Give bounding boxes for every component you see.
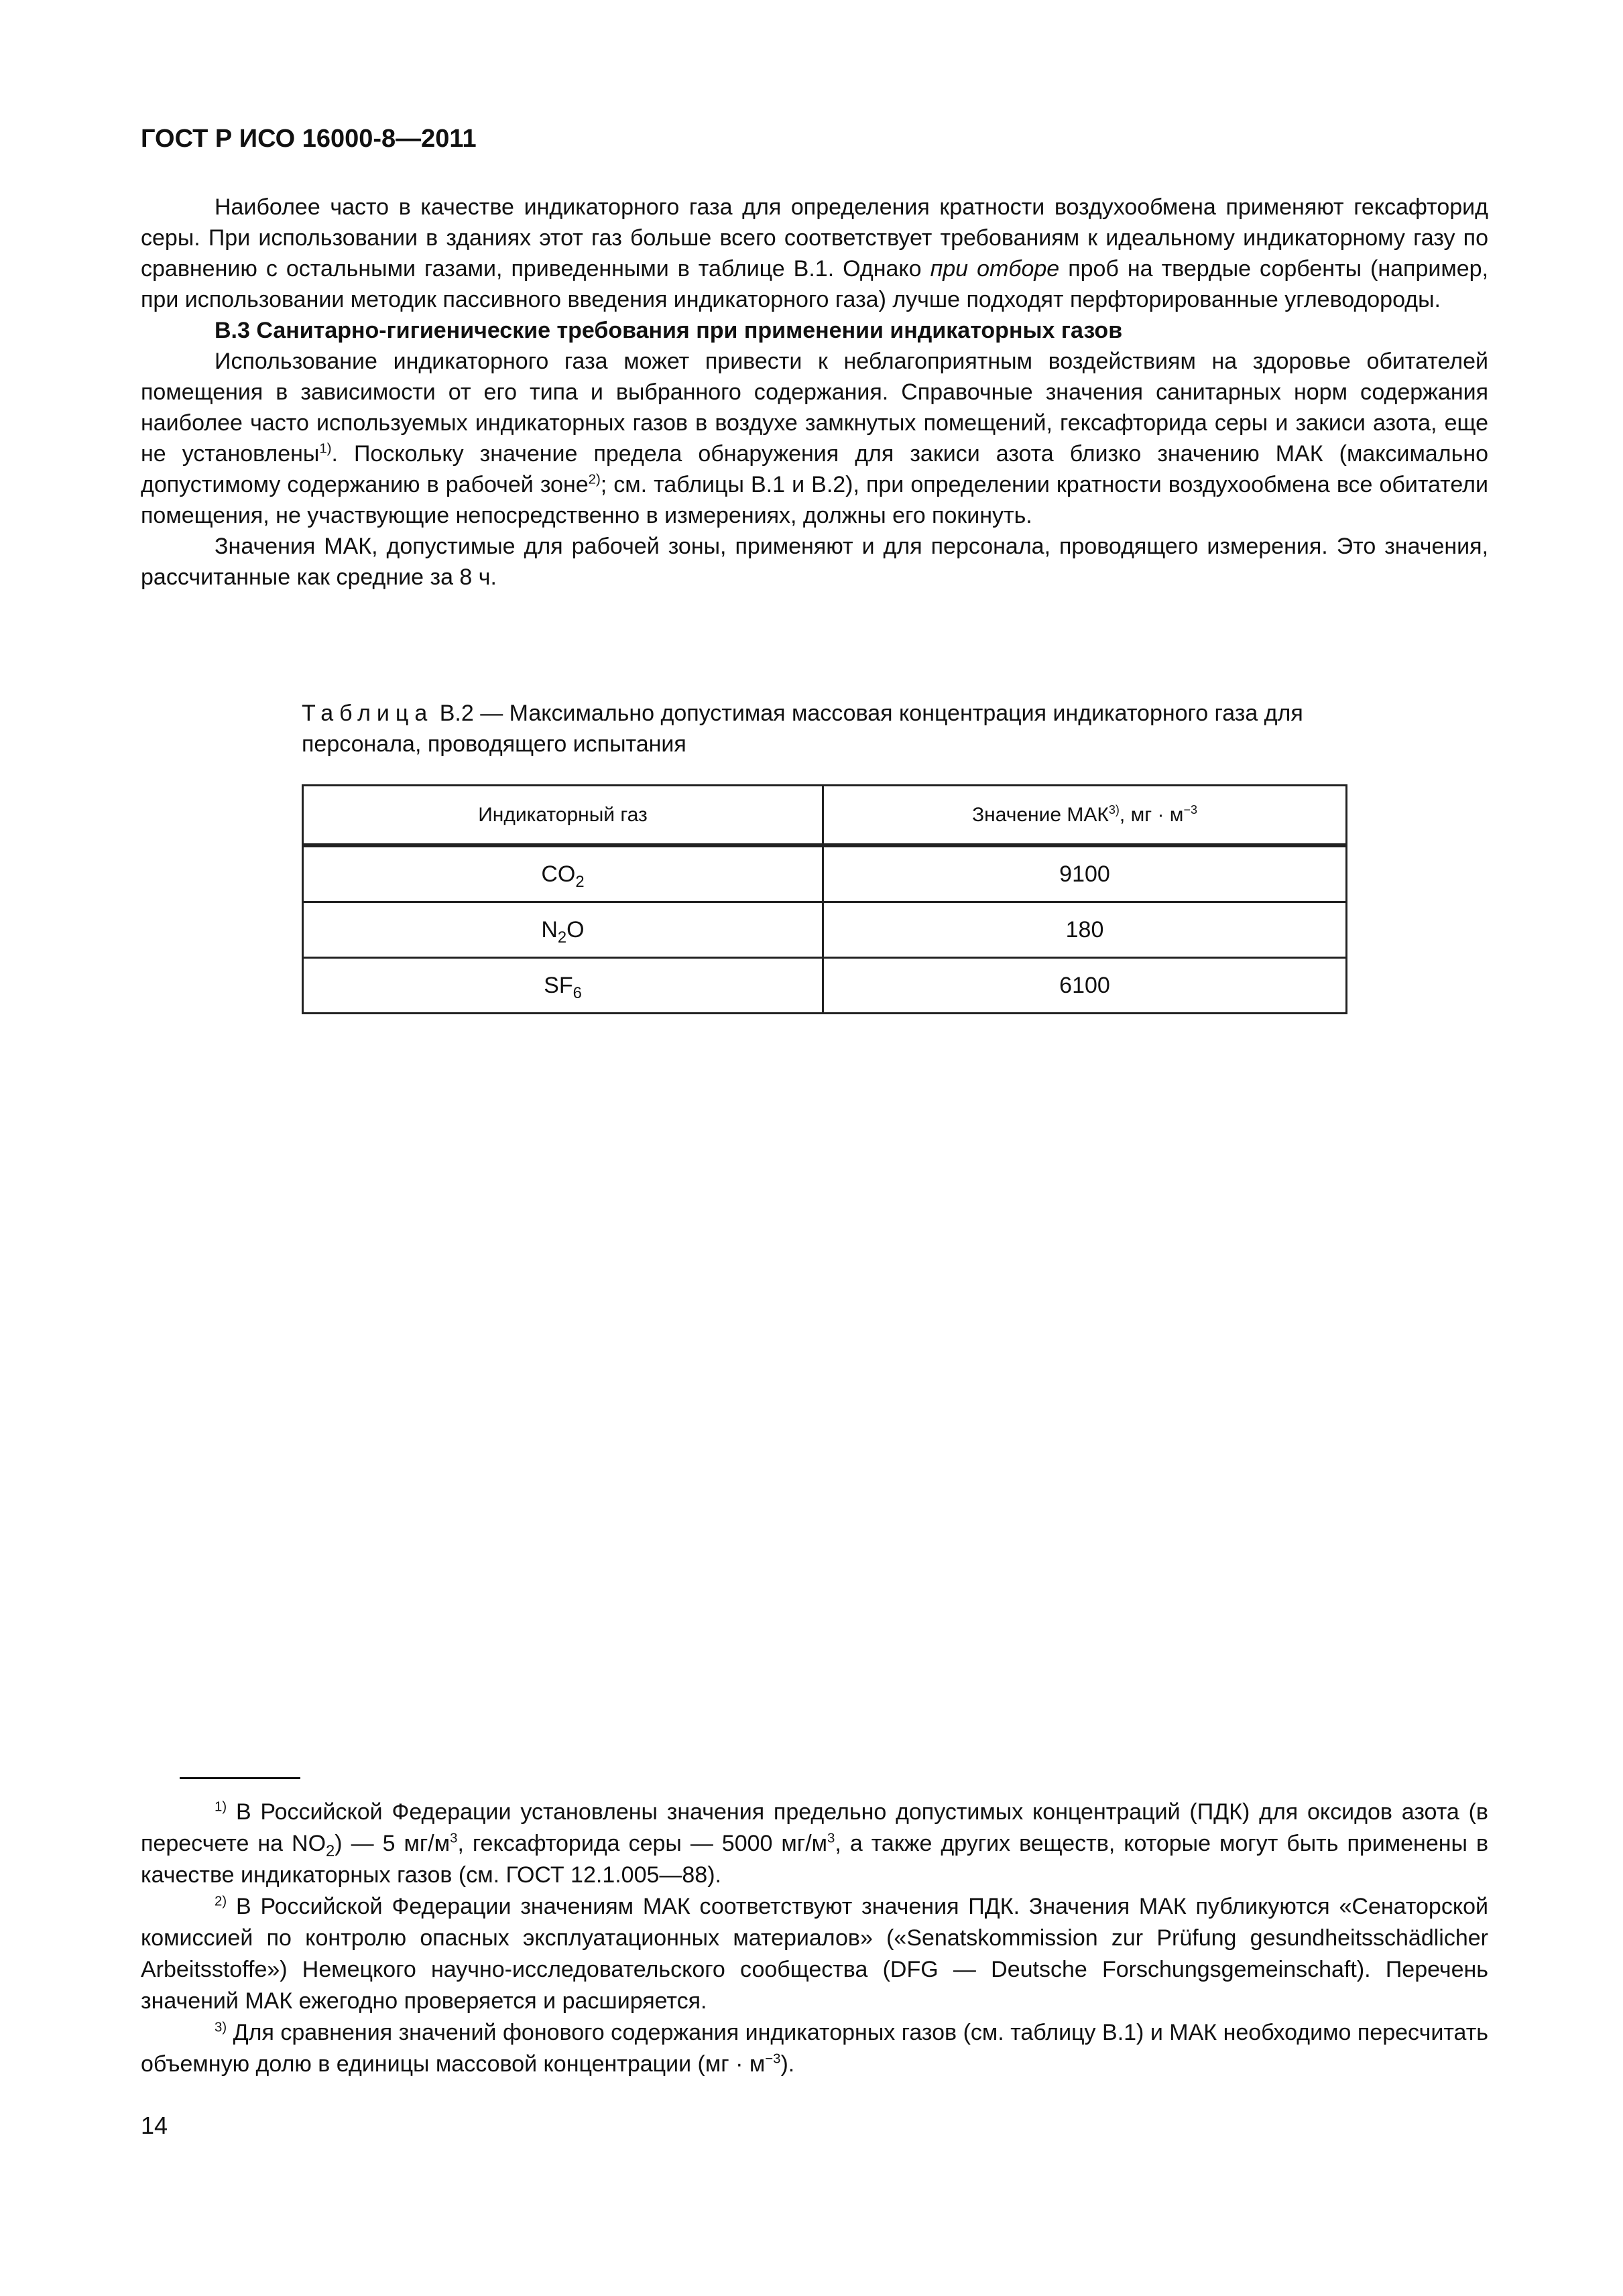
page-number: 14 [141, 2112, 168, 2139]
footnote-ref: 2) [588, 472, 601, 487]
gas-cell: $CO_2$ [303, 845, 823, 902]
mac-table [302, 784, 1347, 1014]
paragraph: Использование индикаторного газа может привести к неблагоприятным воздействиям на здоровье обитателей помещения в зависимости от его типа и выбранного содержания. Справочные значения санитарных норм содержания наиболее часто используемых индикаторных газов в воздухе замкнутых помещений, гексафторида серы и закиси азота, еще не установлены$^{1)}$. Поскольку значение предела обнаружения для закиси азота близко значению МАК (максимально допустимому содержанию в рабочей зоне$^{2)}$; см. таблицы В.1 и В.2), при определении кратности воздухообмена все обитатели помещения, не участвующие непосредственно в измерениях, должны его покинуть. [141, 349, 1488, 528]
document-header: ГОСТ Р ИСО 16000-8—2011 [141, 125, 477, 153]
body-text [141, 192, 1488, 593]
table-row [303, 845, 1347, 902]
footnote-ref: 1) [319, 441, 332, 457]
gas-cell: $N_2O$ [303, 902, 823, 958]
column-header-gas: Индикаторный газ [303, 786, 823, 846]
value-cell: 180 [823, 902, 1347, 958]
gas-cell: $SF_6$ [303, 958, 823, 1014]
footnote-divider [180, 1777, 300, 1779]
footnote: $^{1)}$ В Российской Федерации установлены значения предельно допустимых концентраций (ПДК) для оксидов азота (в пересчете на $NO_2$) — 5 $мг/м^3$, гексафторида серы — 5000 $мг/м^3$, а также других веществ, которые могут быть применены в качестве индикаторных газов (см. ГОСТ 12.1.005—88). [141, 1799, 1489, 1888]
table-row [303, 902, 1347, 958]
paragraph: Значения МАК, допустимые для рабочей зоны, применяют и для персонала, проводящего измерения. Это значения, рассчитанные как средние за 8 ч. [141, 534, 1488, 590]
value-cell: 9100 [823, 845, 1347, 902]
footnote: $^{2)}$ В Российской Федерации значениям МАК соответствуют значения ПДК. Значения МАК публикуются «Сенаторской комиссией по контролю опасных эксплуатационных материалов» («Senatskommission zur Prüfung gesundheitsschädlicher Arbeitsstoffe») Немецкого научно-исследовательского сообщества (DFG — Deutsche Forschungsgemeinschaft). Перечень значений МАК ежегодно проверяется и расширяется. [141, 1894, 1488, 2014]
footnote: $^{3)}$ Для сравнения значений фонового содержания индикаторных газов (см. таблицу В.1) и МАК необходимо пересчитать объемную долю в единицы массовой концентрации $(мг \cdot м^{-3})$. [141, 2020, 1488, 2077]
paragraph: Наиболее часто в качестве индикаторного газа для определения кратности воздухообмена применяют гексафторид серы. При использовании в зданиях этот газ больше всего соответствует требованиям к идеальному индикаторному газу по сравнению с остальными газами, приведенными в таблице В.1. Однако при отборе проб на твердые сорбенты (например, при использовании методик пассивного введения индикаторного газа) лучше подходят перфторированные углеводороды. [141, 194, 1489, 312]
value-cell: 6100 [823, 958, 1347, 1014]
table-row [303, 958, 1347, 1014]
footnotes [141, 1797, 1488, 2080]
column-header-mac: Значение МАК$^{3)}$, мг · $м^{-3}$ [823, 786, 1347, 846]
table-caption: Таблица В.2 — Максимально допустимая массовая концентрация индикаторного газа для персонала, проводящего испытания [302, 701, 1303, 757]
section-heading: В.3 Санитарно-гигиенические требования при применении индикаторных газов [215, 318, 1123, 343]
